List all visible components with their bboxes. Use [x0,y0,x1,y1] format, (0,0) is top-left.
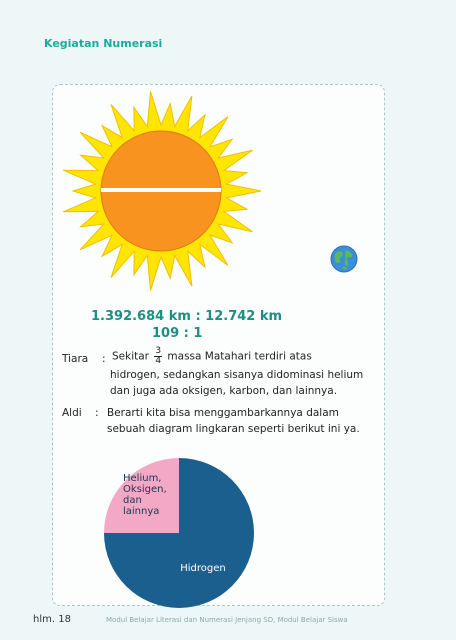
fraction-three-quarters [154,347,162,366]
speaker-tiara: Tiara [62,353,89,365]
fraction-numerator: 3 [155,346,162,356]
tiara-prefix: Sekitar [112,350,149,363]
page-number: hlm. 18 [33,614,71,625]
pie-label-other-line-2: Oksigen, [123,484,167,495]
aldi-line-1: Berarti kita bisa menggambarkannya dalam [107,407,339,419]
speaker-aldi: Aldi [62,407,82,419]
pie-label-hidrogen: Hidrogen [180,563,226,574]
aldi-line-2: sebuah diagram lingkaran seperti berikut ini ya. [107,423,360,435]
earth-icon [330,245,358,273]
sun-diameter-line [101,188,221,192]
speaker-colon: : [95,407,99,419]
content-card [52,84,385,606]
diameter-ratio-simplified: 109 : 1 [152,326,203,341]
speaker-colon: : [102,353,106,365]
dialog-tiara [62,346,382,403]
page-header-title: Kegiatan Numerasi [44,37,163,50]
tiara-line-3: dan juga ada oksigen, karbon, dan lainnya. [110,385,338,397]
sun-illustration [53,85,386,315]
pie-label-other-line-3: dan [123,495,142,506]
tiara-suffix: massa Matahari terdiri atas [167,350,312,363]
dialog-aldi [62,405,382,441]
tiara-line-2: hidrogen, sedangkan sisanya didominasi helium [110,369,364,381]
diameter-ratio-km: 1.392.684 km : 12.742 km [91,309,283,324]
footer-text: Modul Belajar Literasi dan Numerasi Jenjang SD, Modul Belajar Siswa [106,616,348,624]
pie-chart [103,457,255,609]
fraction-denominator: 4 [155,356,162,366]
pie-label-other-line-1: Helium, [123,473,162,484]
pie-label-other-line-4: lainnya [123,506,160,517]
